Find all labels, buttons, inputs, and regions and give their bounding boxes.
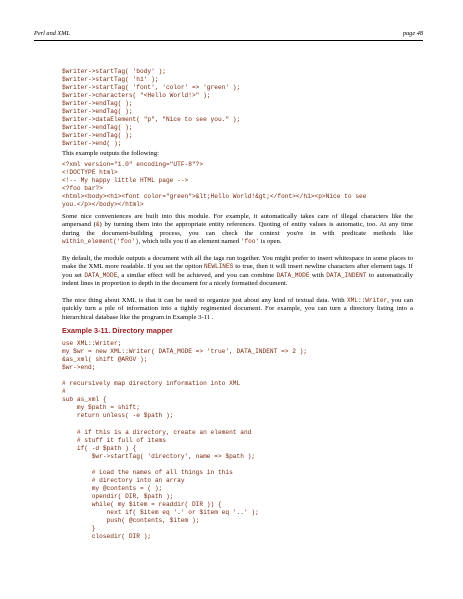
inline-code: XML::Writer	[346, 297, 388, 304]
code-line: <?xml version="1.0" encoding="UTF-8"?>	[62, 161, 204, 168]
book-title: Perl and XML	[34, 30, 71, 37]
code-line: # if this is a directory, create an element and	[62, 428, 252, 436]
code-block-writer	[62, 68, 240, 148]
code-line: return unless( -e $path );	[62, 412, 174, 420]
code-line: sub as_xml {	[62, 396, 107, 404]
text: to automatically indent lines in proportion to depth in the document for a nicely formatted document.	[62, 271, 413, 287]
inline-code: DATA_INDENT	[326, 271, 367, 279]
code-line: <!DOCTYPE html>	[62, 169, 118, 177]
inline-code: DATA_MODE	[84, 271, 118, 279]
paragraph-default-output	[62, 255, 413, 288]
paragraph-xml-organize	[62, 297, 413, 322]
code-line: $writer->dataElement( "p", "Nice to see you." );	[62, 116, 241, 124]
text: , a similar effect will be achieved, and you can combine	[117, 271, 277, 279]
code-line: $writer->startTag( 'h1' );	[62, 76, 159, 84]
code-line: $writer->endTag( );	[62, 108, 133, 116]
inline-code: within_element('foo')	[62, 237, 139, 245]
inline-code: 'foo'	[240, 237, 260, 245]
page-number: page 48	[402, 30, 423, 37]
code-line: #	[62, 388, 66, 396]
text: Some nice conveniences are built into this module. For example, it automatically takes care of illegal characters like the ampersand (	[62, 213, 413, 229]
inline-code: &	[95, 221, 100, 229]
code-line: $writer->startTag( 'body' );	[62, 68, 166, 75]
code-line: opendir( DIR, $path );	[62, 492, 174, 500]
code-line: $wr->end;	[62, 364, 96, 372]
code-line: &as_xml( shift @ARGV );	[62, 356, 148, 364]
code-line: while( my $item = readdir( DIR )) {	[62, 500, 222, 508]
code-line: $writer->endTag( );	[62, 100, 133, 108]
text: , which tells you if an element named	[138, 237, 241, 245]
code-line: $writer->characters( "<Hello World!>" );	[62, 92, 211, 100]
text: ) by turning them into the appropriate entity references. Quoting of entity values is automatic, too. At any time during the document-building process, you can check the context you're in with predicate methods like	[62, 221, 413, 237]
paragraph-conveniences	[62, 213, 413, 246]
code-line: <!-- My happy little HTML page -->	[62, 177, 189, 185]
code-line: push( @contents, $item );	[62, 517, 200, 525]
paragraph-outputs: This example outputs the following:	[62, 150, 159, 157]
text: By default, the module outputs a document with all the tags run together. You might prefer to insert whitespace in some places to make the XML more readable. If you set the option	[62, 255, 413, 271]
code-line: if( -d $path ) {	[62, 444, 137, 452]
code-line: # recursively map directory information into XML	[62, 380, 241, 388]
code-line: closedir( DIR );	[62, 533, 152, 541]
code-line: $writer->endTag( );	[62, 132, 133, 140]
code-line: <?foo bar?>	[62, 185, 103, 193]
text: to true, then it will insert newline characters after element tags. If you set	[62, 263, 414, 279]
example-heading: Example 3-11. Directory mapper	[62, 326, 173, 335]
text: with	[309, 271, 327, 279]
header-rule	[34, 40, 423, 41]
code-line: # Load the names of all things in this	[62, 468, 233, 476]
code-line: next if( $item eq '.' or $item eq '..' );	[62, 508, 259, 516]
code-line: }	[62, 525, 96, 533]
code-line: you.</p></body></html>	[62, 201, 144, 209]
code-block-directory-mapper	[62, 340, 307, 541]
text: The nice thing about XML is that it can be used to organize just about any kind of textual data. With	[62, 297, 347, 304]
code-block-output	[62, 161, 366, 209]
text: , you can quickly turn a pile of information into a tightly regimented document. For example, you can turn a directory listing into a hierarchical database like the program in Example 3-11 .	[62, 297, 413, 321]
code-line: $writer->startTag( 'font', 'color' => 'green' );	[62, 84, 241, 92]
code-line: # stuff it full of items	[62, 436, 166, 444]
code-line: use XML::Writer;	[62, 340, 122, 347]
inline-code: NEWLINES	[204, 263, 234, 271]
code-line: my @contents = ( );	[62, 484, 163, 492]
code-line: # directory into an array	[62, 476, 185, 484]
code-line: my $path = shift;	[62, 404, 140, 412]
code-line: my $wr = new XML::Writer( DATA_MODE => 'true', DATA_INDENT => 2 );	[62, 348, 308, 356]
text: is open.	[259, 237, 282, 245]
code-line: $wr->startTag( 'directory', name => $path );	[62, 452, 256, 460]
code-line: <html><body><h1><font color="green">&lt;Hello World!&gt;</font></h1><p>Nice to see	[62, 193, 367, 201]
code-line: $writer->end( );	[62, 140, 122, 148]
code-line: $writer->endTag( );	[62, 124, 133, 132]
inline-code: DATA_MODE	[276, 271, 310, 279]
